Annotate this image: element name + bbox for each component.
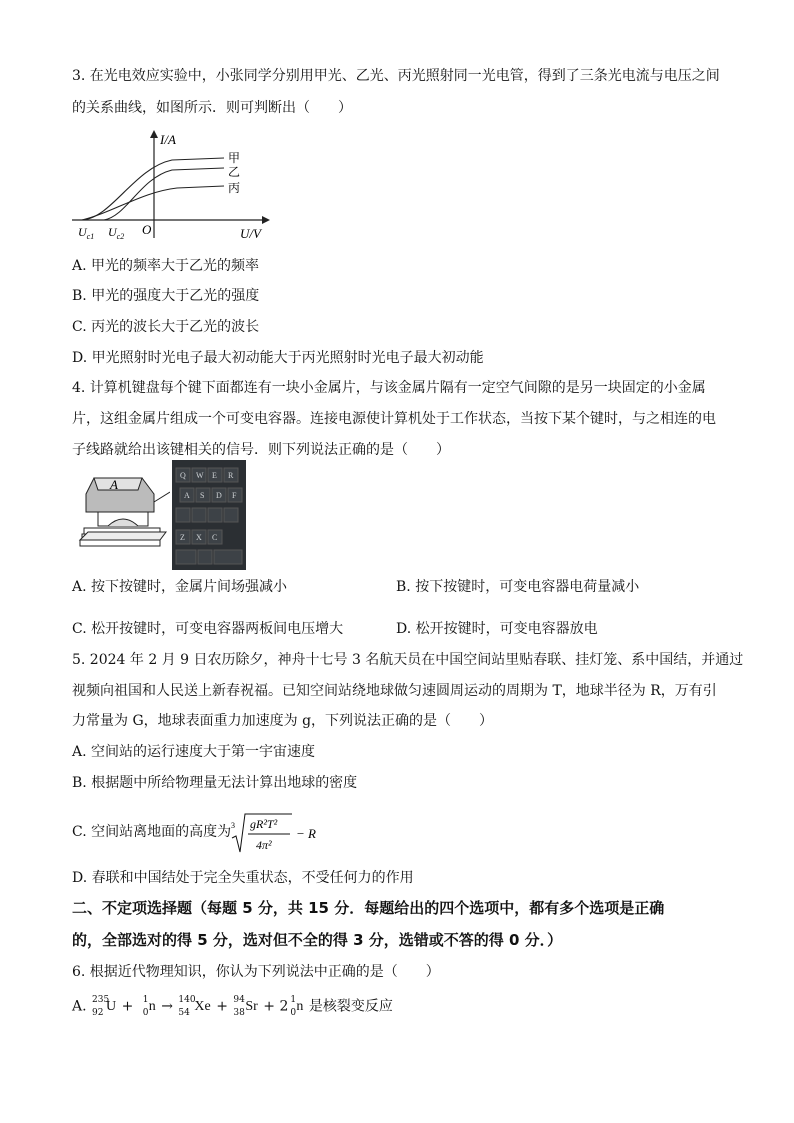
svg-text:4π²: 4π² — [256, 838, 272, 852]
key-letter: A — [110, 477, 118, 492]
uc2-label: $U_{c2}$ — [108, 225, 125, 241]
nuclide-neutron: 1 0 n — [142, 995, 156, 1018]
nuclide-neutron-2: 1 0 n — [290, 995, 304, 1018]
svg-text:S: S — [200, 491, 205, 500]
q3-option-b[interactable]: B. 甲光的强度大于乙光的强度 — [72, 288, 260, 304]
q4-stem-line1: 4. 计算机键盘每个键下面都连有一块小金属片，与该金属片隔有一定空气间隙的是另一块固定的小金属 — [72, 380, 706, 396]
q4-stem-line2: 片，这组金属片组成一个可变电容器。连接电源使计算机处于工作状态，当按下某个键时，与之相连的电 — [72, 411, 716, 427]
q3-option-d[interactable]: D. 甲光照射时光电子最大初动能大于丙光照射时光电子最大初动能 — [72, 350, 484, 366]
q4-stem-line3: 子线路就给出该键相关的信号．则下列说法正确的是（ ） — [72, 442, 450, 458]
q5-option-c-text: C. 空间站离地面的高度为 — [72, 824, 232, 840]
curve-jia — [82, 158, 224, 220]
q3-stem-line2: 的关系曲线，如图所示．则可判断出（ ） — [72, 100, 352, 116]
q5-option-a[interactable]: A. 空间站的运行速度大于第一宇宙速度 — [72, 744, 316, 760]
q5-stem-line3: 力常量为 G，地球表面重力加速度为 g，下列说法正确的是（ ） — [72, 713, 494, 729]
q5-stem-line2: 视频向祖国和人民送上新春祝福。已知空间站绕地球做匀速圆周运动的周期为 T，地球半径为 R，万有引 — [72, 683, 717, 699]
q5-option-d[interactable]: D. 春联和中国结处于完全失重状态，不受任何力的作用 — [72, 870, 414, 886]
svg-text:E: E — [212, 471, 217, 480]
svg-text:X: X — [196, 533, 202, 542]
q5-option-b[interactable]: B. 根据题中所给物理量无法计算出地球的密度 — [72, 775, 358, 791]
section2-heading-line1: 二、不定项选择题（每题 5 分，共 15 分．每题给出的四个选项中，都有多个选项是正确 — [72, 899, 665, 917]
q3-photoelectric-graph — [72, 128, 272, 246]
svg-text:F: F — [232, 491, 237, 500]
q5-stem-line1: 5. 2024 年 2 月 9 日农历除夕，神舟十七号 3 名航天员在中国空间站里贴春联、挂灯笼、系中国结，并通过 — [72, 652, 744, 668]
q4-keyboard-photo — [172, 460, 246, 570]
svg-text:W: W — [196, 471, 204, 480]
svg-text:gR²T²: gR²T² — [250, 817, 278, 831]
curve-label-bing: 丙 — [228, 181, 241, 195]
x-axis-label: U/V — [240, 226, 261, 241]
curve-label-yi: 乙 — [228, 165, 241, 179]
svg-text:C: C — [212, 533, 218, 542]
q4-option-a[interactable]: A. 按下按键时，金属片间场强减小 — [72, 579, 288, 595]
uc1-label: $U_{c1}$ — [78, 225, 95, 241]
q3-stem-line1: 3. 在光电效应实验中，小张同学分别用甲光、乙光、丙光照射同一光电管，得到了三条光电流与电压之间 — [72, 68, 720, 84]
reaction-arrow: → — [161, 998, 173, 1015]
svg-text:A: A — [184, 491, 190, 500]
q4-option-c[interactable]: C. 松开按键时，可变电容器两板间电压增大 — [72, 621, 344, 637]
q4-key-capacitor-diagram — [78, 472, 170, 556]
q5-option-c-formula — [230, 812, 320, 856]
q6-option-a-label: A. — [72, 998, 87, 1015]
nuclide-u235: 235 92 U — [92, 995, 117, 1018]
neutron-coefficient: 2 — [279, 998, 289, 1015]
q3-option-a[interactable]: A. 甲光的频率大于乙光的频率 — [72, 258, 260, 274]
origin-label: O — [142, 222, 152, 237]
q4-option-b[interactable]: B. 按下按键时，可变电容器电荷量减小 — [396, 579, 640, 595]
nuclide-sr94: 94 38 Sr — [233, 995, 258, 1018]
svg-text:Z: Z — [180, 533, 185, 542]
svg-text:3: 3 — [231, 821, 235, 830]
q6-stem: 6. 根据近代物理知识，你认为下列说法中正确的是（ ） — [72, 964, 440, 980]
nuclide-xe140: 140 54 Xe — [178, 995, 211, 1018]
q6-option-a-tail: 是核裂变反应 — [308, 998, 393, 1015]
q3-option-c[interactable]: C. 丙光的波长大于乙光的波长 — [72, 319, 260, 335]
svg-text:R: R — [228, 471, 234, 480]
curve-bing — [82, 186, 224, 220]
svg-text:− R: − R — [296, 826, 316, 841]
svg-text:D: D — [216, 491, 222, 500]
curve-label-jia: 甲 — [228, 151, 241, 165]
q4-option-d[interactable]: D. 松开按键时，可变电容器放电 — [396, 621, 598, 637]
section2-heading-line2: 的，全部选对的得 5 分，选对但不全的得 3 分，选错或不答的得 0 分．） — [72, 931, 563, 949]
svg-text:Q: Q — [180, 471, 186, 480]
y-axis-label: I/A — [160, 132, 176, 147]
q6-option-a[interactable]: A. 235 92 U + 1 0 n → 140 54 Xe + 94 38 Sr + 2 1 0 n 是核裂变反应 — [72, 995, 393, 1018]
